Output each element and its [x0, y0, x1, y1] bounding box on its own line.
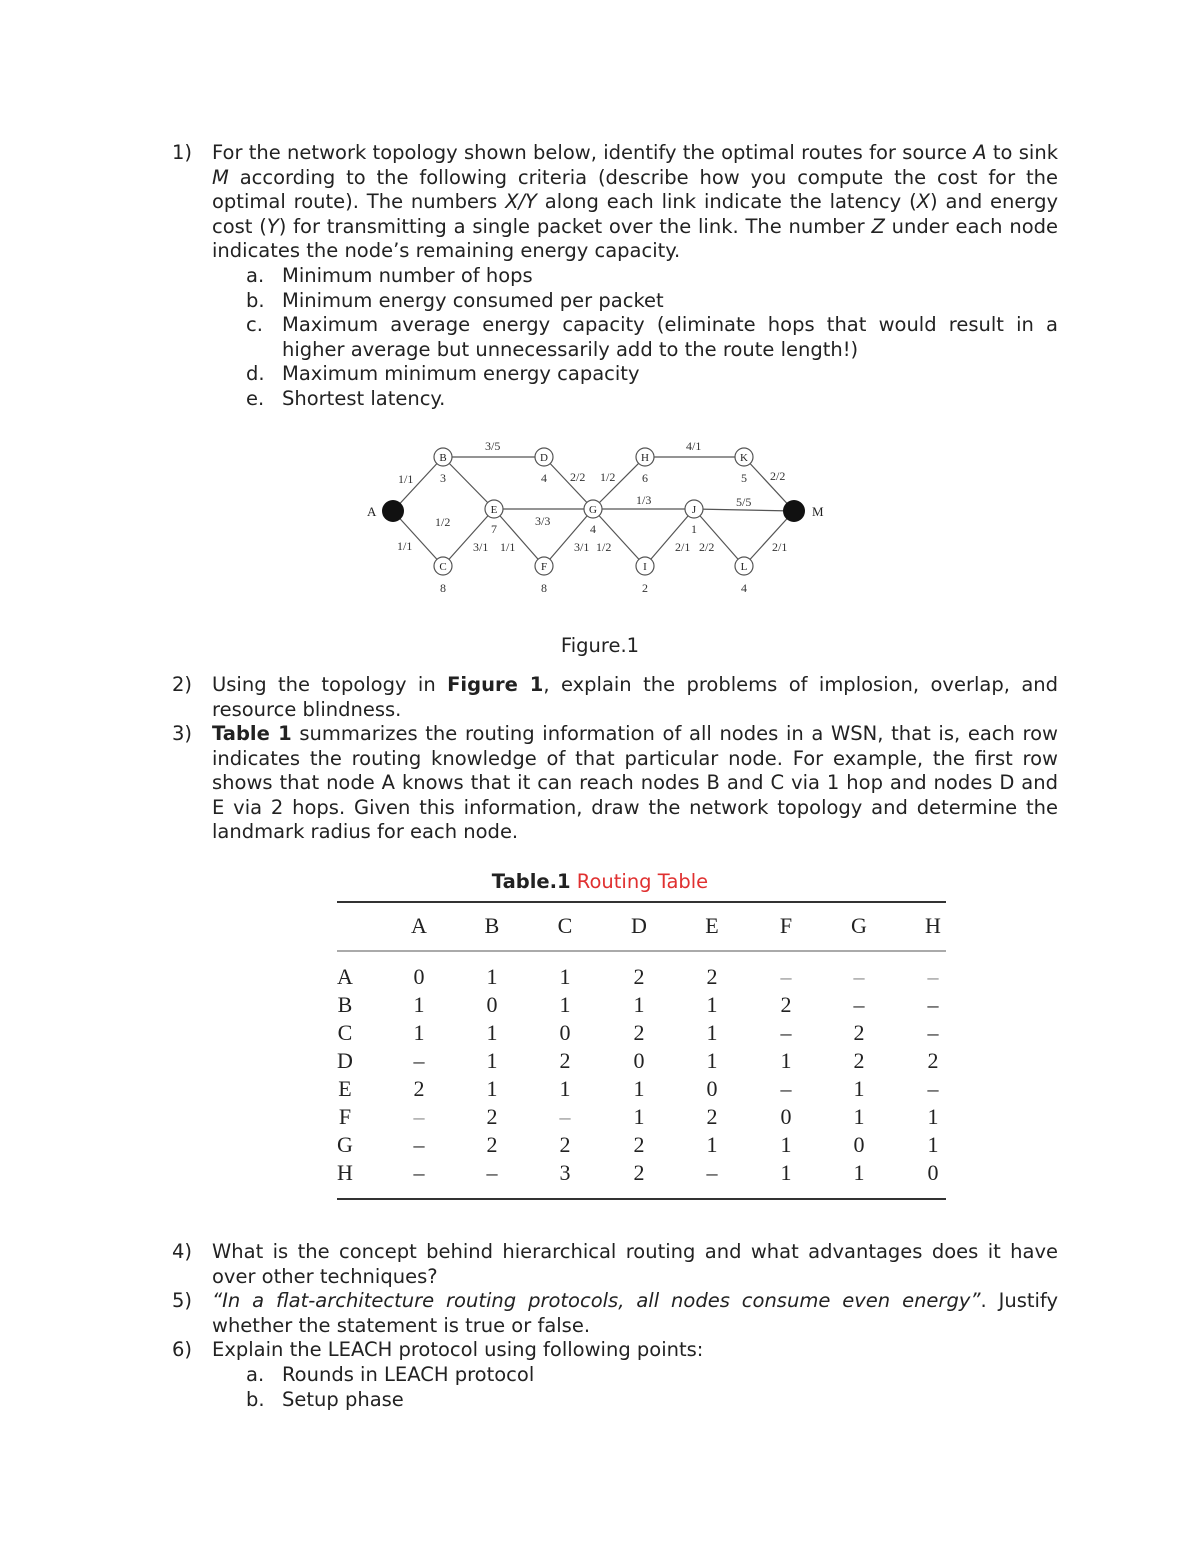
- link-D-G: [544, 457, 593, 509]
- table-cell: –: [780, 1076, 792, 1101]
- list-item: d. Maximum minimum energy capacity: [246, 362, 640, 385]
- question-number: 2): [172, 673, 193, 696]
- table-cell: –: [853, 964, 865, 989]
- node-energy: 3: [440, 471, 446, 485]
- table-cell: 1: [853, 1104, 865, 1129]
- node-energy: 4: [741, 581, 747, 595]
- node-label: L: [740, 561, 748, 573]
- table-cell: –: [413, 1104, 425, 1129]
- table-cell: 1: [633, 1076, 645, 1101]
- link-label: 2/2: [699, 540, 715, 554]
- table-cell: 2: [633, 1160, 645, 1185]
- table-cell: 1: [927, 1104, 939, 1129]
- node-energy: 5: [741, 471, 747, 485]
- table-header-cell: A: [411, 913, 427, 938]
- table-cell: 1: [413, 1020, 425, 1045]
- table-cell: 0: [633, 1048, 645, 1073]
- table-cell: –: [780, 1020, 792, 1045]
- link-label: 1/2: [435, 515, 451, 529]
- table-cell: –: [927, 964, 939, 989]
- table-cell: 1: [780, 1048, 792, 1073]
- table-cell: –: [853, 992, 865, 1017]
- link-label: 5/5: [736, 495, 752, 509]
- table-cell: 1: [486, 1048, 498, 1073]
- table-cell: 2: [633, 1020, 645, 1045]
- question-text: “In a flat-architecture routing protocols, all nodes consume even energy”. Justify whether the statement is true or false.: [212, 1289, 1058, 1337]
- table-cell: 0: [486, 992, 498, 1017]
- link-label: 2/1: [772, 540, 788, 554]
- table-cell: 1: [486, 1076, 498, 1101]
- table-cell: 1: [706, 992, 718, 1017]
- table-cell: 1: [413, 992, 425, 1017]
- table-cell: 1: [559, 964, 571, 989]
- table-cell: 2: [706, 1104, 718, 1129]
- table-row-label: C: [337, 1020, 353, 1045]
- list-item: b. Setup phase: [246, 1388, 404, 1411]
- link-J-L: [694, 509, 744, 566]
- table-cell: 0: [780, 1104, 792, 1129]
- table-cell: 2: [486, 1104, 498, 1129]
- table-header-cell: D: [631, 913, 647, 938]
- link-label: 1/2: [600, 470, 616, 484]
- table-cell: 1: [927, 1132, 939, 1157]
- question-text: For the network topology shown below, identify the optimal routes for source A to sink M according to the following criteria (describe how you compute the cost for the optimal route). The numbers X/Y along each link indicate the latency (X) and energy cost (Y) for transmitting a single packet over the link. The number Z under each node indicates the node’s remaining energy capacity.: [212, 141, 1059, 263]
- node-energy: 2: [642, 581, 648, 595]
- table-cell: –: [927, 992, 939, 1017]
- question-text: Table 1 summarizes the routing information of all nodes in a WSN, that is, each row indicates the routing knowledge of that particular node. For example, the first row shows that node A knows that it can reach nodes B and C via 1 hop and nodes D and E via 2 hops. Given this information, draw the network topology and determine the landmark radius for each node.: [212, 722, 1059, 844]
- table-row-label: F: [338, 1104, 352, 1129]
- table-cell: 1: [780, 1132, 792, 1157]
- figure-caption: Figure.1: [560, 634, 640, 657]
- table-cell: 2: [706, 964, 718, 989]
- link-J-M: [694, 509, 794, 511]
- question-4: [172, 1240, 1058, 1289]
- question-number: 3): [172, 722, 193, 745]
- question-number: 1): [172, 141, 193, 164]
- link-label: 3/1: [473, 540, 489, 554]
- node-energy: 7: [491, 522, 497, 536]
- link-B-E: [443, 457, 494, 509]
- table-cell: 2: [486, 1132, 498, 1157]
- table-cell: 2: [633, 1132, 645, 1157]
- node-A: [382, 500, 404, 522]
- question-text: Using the topology in Figure 1, explain the problems of implosion, overlap, and resource blindness.: [212, 673, 1059, 721]
- node-label: H: [641, 452, 649, 464]
- node-label: I: [643, 561, 647, 573]
- table-cell: 0: [853, 1132, 865, 1157]
- node-M: [783, 500, 805, 522]
- node-label: G: [589, 504, 597, 516]
- table-cell: 1: [486, 1020, 498, 1045]
- table-header-cell: E: [705, 913, 719, 938]
- list-item: b. Minimum energy consumed per packet: [246, 289, 664, 312]
- table-cell: –: [927, 1020, 939, 1045]
- table-cell: 2: [780, 992, 792, 1017]
- list-item: c. Maximum average energy capacity (eliminate hops that would result in a higher average but unnecessarily add to the route length!): [246, 313, 1058, 361]
- table-row-label: E: [338, 1076, 352, 1101]
- table-cell: –: [486, 1160, 498, 1185]
- question-2: [172, 673, 1058, 722]
- node-energy: 4: [541, 471, 547, 485]
- table-cell: 2: [927, 1048, 939, 1073]
- link-label: 3/3: [535, 514, 551, 528]
- question-text: Explain the LEACH protocol using following points:: [212, 1338, 704, 1361]
- node-label: A: [367, 504, 377, 519]
- table-row-label: G: [337, 1132, 353, 1157]
- link-F-G: [544, 509, 593, 566]
- question-5: [172, 1289, 1058, 1338]
- link-G-I: [593, 509, 645, 566]
- link-label: 2/2: [770, 469, 786, 483]
- table-header-cell: G: [851, 913, 867, 938]
- table-header-cell: C: [557, 913, 573, 938]
- table-cell: 0: [413, 964, 425, 989]
- node-energy: 1: [691, 522, 697, 536]
- table-cell: 2: [559, 1048, 571, 1073]
- link-label: 3/1: [574, 540, 590, 554]
- table-cell: –: [706, 1160, 718, 1185]
- node-energy: 4: [590, 522, 596, 536]
- table-cell: 1: [853, 1160, 865, 1185]
- table-cell: 0: [559, 1020, 571, 1045]
- table-cell: 2: [413, 1076, 425, 1101]
- table-cell: –: [413, 1160, 425, 1185]
- table-cell: 1: [706, 1132, 718, 1157]
- table-cell: –: [413, 1132, 425, 1157]
- table-cell: –: [413, 1048, 425, 1073]
- table-cell: –: [559, 1104, 571, 1129]
- node-label: C: [439, 561, 447, 573]
- link-label: 2/2: [570, 470, 586, 484]
- link-K-M: [744, 457, 794, 511]
- table-cell: 1: [486, 964, 498, 989]
- table-row-label: B: [337, 992, 353, 1017]
- list-item: a. Minimum number of hops: [246, 264, 533, 287]
- link-label: 3/5: [485, 439, 501, 453]
- link-L-M: [744, 511, 794, 566]
- table-cell: 1: [706, 1048, 718, 1073]
- node-label: D: [540, 452, 548, 464]
- question-number: 5): [172, 1289, 193, 1312]
- node-label: E: [490, 504, 498, 516]
- link-label: 4/1: [686, 439, 702, 453]
- table-cell: 2: [633, 964, 645, 989]
- table-cell: 1: [853, 1076, 865, 1101]
- link-label: 1/1: [397, 539, 413, 553]
- question-number: 4): [172, 1240, 193, 1263]
- node-label: B: [439, 452, 447, 464]
- list-item: a. Rounds in LEACH protocol: [246, 1363, 535, 1386]
- link-C-E: [443, 509, 494, 566]
- node-energy: 6: [642, 471, 648, 485]
- network-topology-figure: [0, 0, 1200, 620]
- table-cell: 0: [706, 1076, 718, 1101]
- table-cell: 1: [706, 1020, 718, 1045]
- link-label: 1/2: [596, 540, 612, 554]
- table-header-cell: F: [779, 913, 793, 938]
- table-cell: 1: [633, 992, 645, 1017]
- routing-table: [0, 895, 1200, 1207]
- link-label: 1/3: [636, 493, 652, 507]
- link-label: 1/1: [500, 540, 516, 554]
- node-energy: 8: [541, 581, 547, 595]
- table-cell: 2: [853, 1020, 865, 1045]
- link-label: 2/1: [675, 540, 691, 554]
- table-cell: 1: [559, 992, 571, 1017]
- question-3: [172, 722, 1058, 845]
- question-number: 6): [172, 1338, 193, 1361]
- table-cell: –: [927, 1076, 939, 1101]
- link-label: 1/1: [398, 472, 414, 486]
- table-cell: 3: [559, 1160, 571, 1185]
- table-cell: 1: [780, 1160, 792, 1185]
- table-header-cell: H: [925, 913, 941, 938]
- table-cell: –: [780, 964, 792, 989]
- table-cell: 0: [927, 1160, 939, 1185]
- question-6: [172, 1338, 1058, 1363]
- node-label: K: [740, 452, 748, 464]
- node-label: J: [691, 504, 697, 516]
- node-label: F: [540, 561, 548, 573]
- node-label: M: [812, 504, 824, 519]
- table-cell: 2: [559, 1132, 571, 1157]
- table-cell: 1: [633, 1104, 645, 1129]
- table-cell: 1: [559, 1076, 571, 1101]
- table-row-label: D: [337, 1048, 353, 1073]
- table-cell: 2: [853, 1048, 865, 1073]
- table-caption: Table.1 Routing Table: [491, 870, 709, 893]
- table-header-cell: B: [484, 913, 500, 938]
- table-row-label: A: [337, 964, 353, 989]
- list-item: e. Shortest latency.: [246, 387, 446, 410]
- table-row-label: H: [337, 1160, 353, 1185]
- question-text: What is the concept behind hierarchical routing and what advantages does it have over other techniques?: [212, 1240, 1058, 1288]
- node-energy: 8: [440, 581, 446, 595]
- link-I-J: [645, 509, 694, 566]
